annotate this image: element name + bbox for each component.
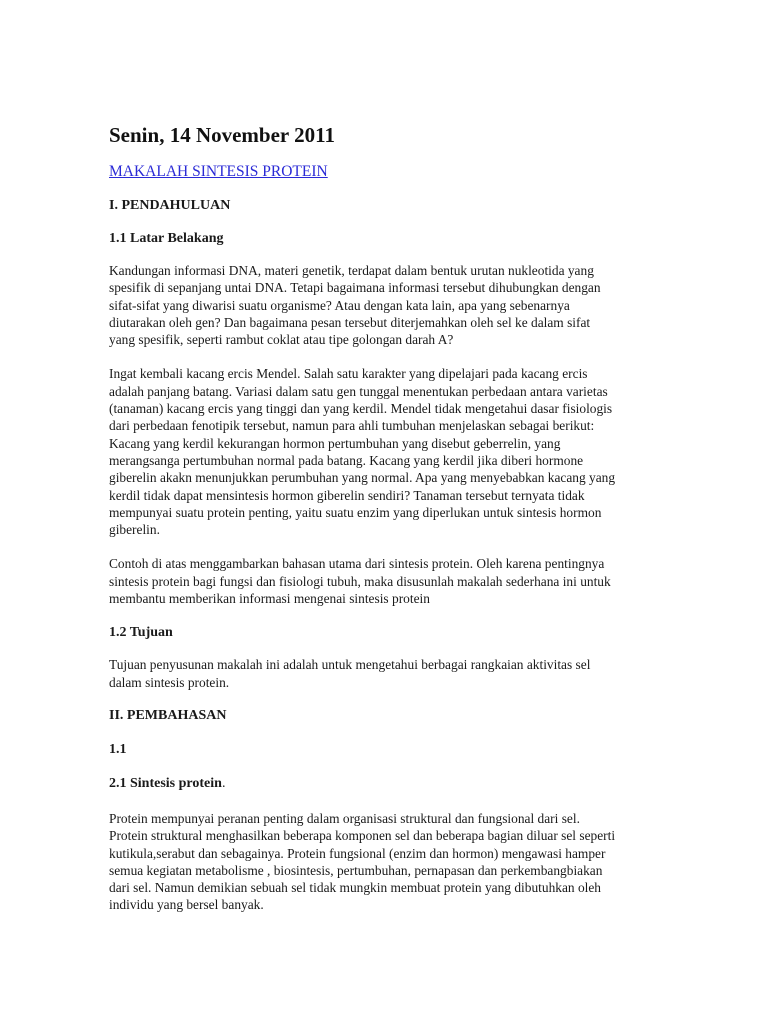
text-line: diutarakan oleh gen? Dan bagaimana pesan tersebut diterjemahkan oleh sel ke dalam sifat bbox=[109, 314, 591, 330]
text-line: kutikula,serabut dan sebagainya. Protein fungsional (enzim dan hormon) mengawasi hamper bbox=[109, 845, 606, 861]
text-line: giberelin. bbox=[109, 522, 160, 538]
heading-latar-belakang: 1.1 Latar Belakang bbox=[109, 231, 224, 246]
heading-sintesis-protein-suffix: . bbox=[221, 775, 226, 791]
text-line: Ingat kembali kacang ercis Mendel. Salah satu karakter yang dipelajari pada kacang ercis bbox=[109, 366, 588, 382]
text-line: giberelin akakn menunjukkan perumbuhan yang normal. Apa yang menyebabkan kacang yang bbox=[109, 470, 616, 486]
text-line: dalam sintesis protein. bbox=[109, 674, 230, 690]
text-line: Protein struktural menghasilkan beberapa komponen sel dan beberapa bagian diluar sel seperti bbox=[109, 828, 616, 844]
text-line: semua kegiatan metabolisme , biosintesis, pertumbuhan, pernapasan dan perkembangbiakan bbox=[109, 862, 603, 878]
text-line: Kandungan informasi DNA, materi genetik, terdapat dalam bentuk urutan nukleotida yang bbox=[109, 263, 594, 278]
text-line: (tanaman) kacang ercis yang tinggi dan yang kerdil. Mendel tidak mengetahui dasar fisiologis bbox=[109, 401, 613, 417]
text-line: kerdil tidak dapat mensintesis hormon giberelin sendiri? Tanaman tersebut ternyata tidak bbox=[109, 487, 585, 503]
heading-sintesis-protein bbox=[109, 775, 709, 793]
paragraph-latar-belakang-2 bbox=[109, 365, 709, 538]
paragraph-sintesis-protein bbox=[109, 810, 709, 914]
text-line: Tujuan penyusunan makalah ini adalah untuk mengetahui berbagai rangkaian aktivitas sel bbox=[109, 657, 591, 673]
paragraph-latar-belakang-1 bbox=[109, 262, 709, 348]
text-line: Kacang yang kerdil kekurangan hormon pertumbuhan yang disebut geberrelin, yang bbox=[109, 435, 561, 451]
text-line: membantu memberikan informasi mengenai sintesis protein bbox=[109, 591, 430, 607]
text-line: merangsanga pertumbuhan normal pada batang. Kacang yang kerdil jika diberi hormone bbox=[109, 452, 584, 468]
blog-post bbox=[109, 122, 709, 914]
heading-sintesis-protein-text: 2.1 Sintesis protein bbox=[109, 775, 222, 791]
heading-pendahuluan: I. PENDAHULUAN bbox=[109, 198, 231, 213]
text-line: dari perbedaan fenotipik tersebut, namun para ahli tumbuhan menjelaskan sebagai berikut: bbox=[109, 418, 595, 434]
text-line: sintesis protein bagi fungsi dan fisiologi tubuh, maka disusunlah makalah sederhana ini untuk bbox=[109, 573, 611, 589]
heading-tujuan: 1.2 Tujuan bbox=[109, 625, 173, 641]
heading-1-1: 1.1 bbox=[109, 741, 127, 757]
text-line: individu yang bersel banyak. bbox=[109, 897, 264, 913]
text-line: Contoh di atas menggambarkan bahasan utama dari sintesis protein. Oleh karena pentingnya bbox=[109, 556, 605, 572]
post-title-link[interactable]: MAKALAH SINTESIS PROTEIN bbox=[109, 163, 328, 180]
text-line: Protein mempunyai peranan penting dalam organisasi struktural dan fungsional dari sel. bbox=[109, 810, 580, 826]
paragraph-tujuan bbox=[109, 656, 709, 691]
heading-pembahasan: II. PEMBAHASAN bbox=[109, 707, 227, 723]
text-line: mempunyai suatu protein penting, yaitu suatu enzim yang diperlukan untuk sintesis hormon bbox=[109, 504, 602, 520]
text-line: sifat-sifat yang diwarisi suatu organisme? Atau dengan kata lain, apa yang sebenarnya bbox=[109, 297, 570, 313]
text-line: dari sel. Namun demikian sebuah sel tidak mungkin membuat protein yang dibutuhkan oleh bbox=[109, 880, 602, 896]
text-line: yang spesifik, seperti rambut coklat atau tipe golongan darah A? bbox=[109, 332, 454, 348]
post-date: Senin, 14 November 2011 bbox=[109, 123, 335, 147]
text-line: adalah panjang batang. Variasi dalam satu gen tunggal menentukan perbedaan antara varietas bbox=[109, 383, 608, 399]
paragraph-latar-belakang-3 bbox=[109, 555, 709, 607]
text-line: spesifik di sepanjang untai DNA. Tetapi bagaimana informasi tersebut dihubungkan dengan bbox=[109, 280, 601, 296]
